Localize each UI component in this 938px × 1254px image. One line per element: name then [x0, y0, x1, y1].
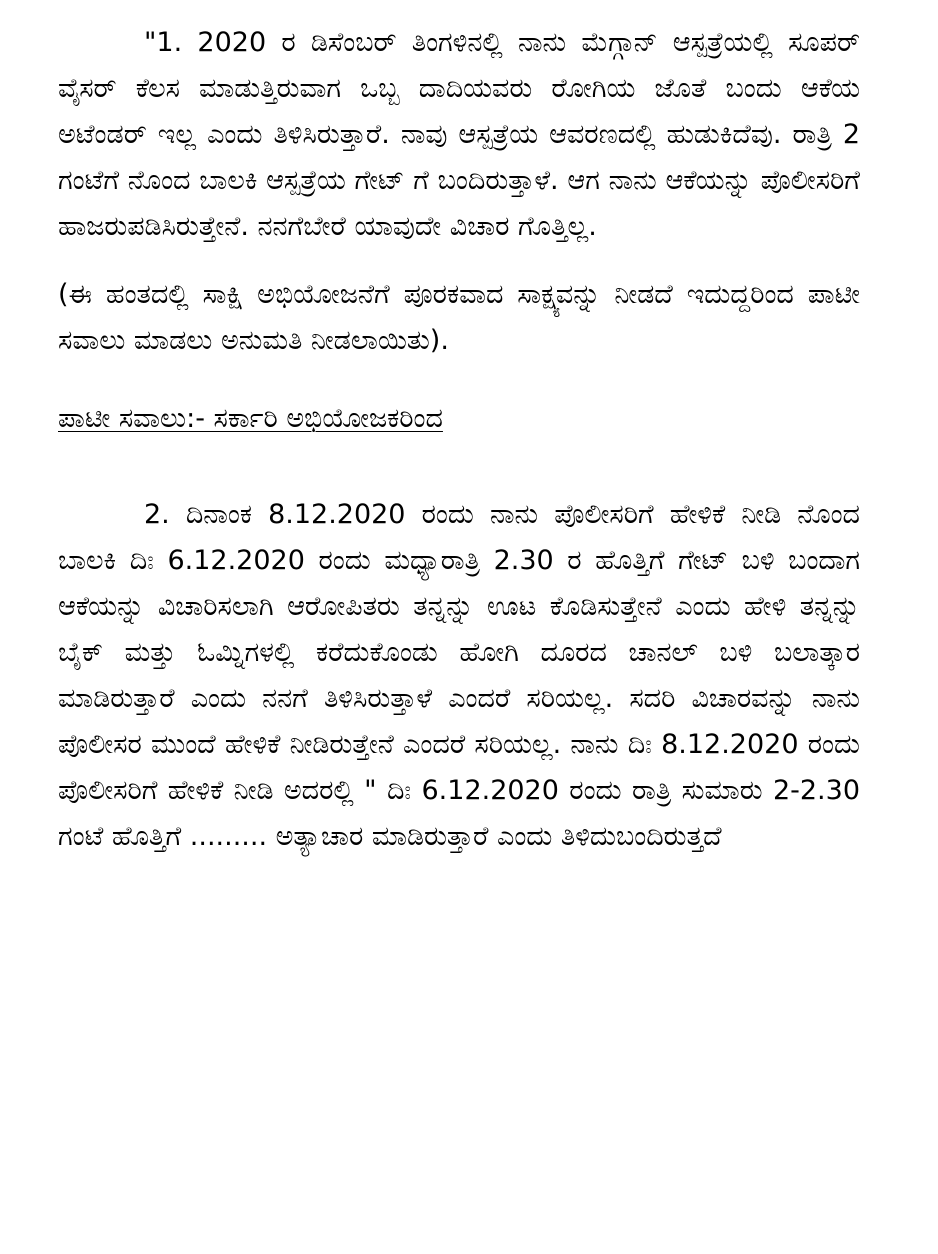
paragraph-1: "1. 2020 ರ ಡಿಸೆಂಬರ್ ತಿಂಗಳಿನಲ್ಲಿ ನಾನು ಮೆಗ್ಗಾನ್ ಆಸ್ಪತ್ರೆಯಲ್ಲಿ ಸೂಪರ್ ವೈಸರ್ ಕೆಲಸ ಮಾಡುತ್ತಿರುವಾಗ ಒಬ್ಬ ದಾದಿಯವರು ರೋಗಿಯ ಜೊತೆ ಬಂದು ಆಕೆಯ ಅಟೆಂಡರ್ ಇಲ್ಲ ಎಂದು ತಿಳಿಸಿರುತ್ತಾರೆ. ನಾವು ಆಸ್ಪತ್ರೆಯ ಆವರಣದಲ್ಲಿ ಹುಡುಕಿದೆವು. ರಾತ್ರಿ 2 ಗಂಟೆಗೆ ನೊಂದ ಬಾಲಕಿ ಆಸ್ಪತ್ರೆಯ ಗೇಟ್ ಗೆ ಬಂದಿರುತ್ತಾಳೆ. ಆಗ ನಾನು ಆಕೆಯನ್ನು ಪೊಲೀಸರಿಗೆ ಹಾಜರುಪಡಿಸಿರುತ್ತೇನೆ. ನನಗೆಬೇರೆ ಯಾವುದೇ ವಿಚಾರ ಗೊತ್ತಿಲ್ಲ.	[58, 27, 860, 242]
paragraph-3: 2. ದಿನಾಂಕ 8.12.2020 ರಂದು ನಾನು ಪೊಲೀಸರಿಗೆ ಹೇಳಿಕೆ ನೀಡಿ ನೊಂದ ಬಾಲಕಿ ದಿಃ 6.12.2020 ರಂದು ಮಧ್ಯಾರಾತ್ರಿ 2.30 ರ ಹೊತ್ತಿಗೆ ಗೇಟ್ ಬಳಿ ಬಂದಾಗ ಆಕೆಯನ್ನು ವಿಚಾರಿಸಲಾಗಿ ಆರೋಪಿತರು ತನ್ನನ್ನು ಊಟ ಕೊಡಿಸುತ್ತೇನೆ ಎಂದು ಹೇಳಿ ತನ್ನನ್ನು ಬೈಕ್ ಮತ್ತು ಓಮ್ನಿಗಳಲ್ಲಿ ಕರೆದುಕೊಂಡು ಹೋಗಿ ದೂರದ ಚಾನಲ್ ಬಳಿ ಬಲಾತ್ಕಾರ ಮಾಡಿರುತ್ತಾರೆ ಎಂದು ನನಗೆ ತಿಳಿಸಿರುತ್ತಾಳೆ ಎಂದರೆ ಸರಿಯಲ್ಲ. ಸದರಿ ವಿಚಾರವನ್ನು ನಾನು ಪೊಲೀಸರ ಮುಂದೆ ಹೇಳಿಕೆ ನೀಡಿರುತ್ತೇನೆ ಎಂದರೆ ಸರಿಯಲ್ಲ. ನಾನು ದಿಃ 8.12.2020 ರಂದು ಪೊಲೀಸರಿಗೆ ಹೇಳಿಕೆ ನೀಡಿ ಅದರಲ್ಲಿ " ದಿಃ 6.12.2020 ರಂದು ರಾತ್ರಿ ಸುಮಾರು 2-2.30 ಗಂಟೆ ಹೊತ್ತಿಗೆ ......... ಅತ್ಯಾಚಾರ ಮಾಡಿರುತ್ತಾರೆ ಎಂದು ತಿಳಿದುಬಂದಿರುತ್ತದೆ	[58, 499, 860, 852]
paragraph-2: (ಈ ಹಂತದಲ್ಲಿ ಸಾಕ್ಷಿ ಅಭಿಯೋಜನೆಗೆ ಪೂರಕವಾದ ಸಾಕ್ಷ್ಯವನ್ನು ನೀಡದೆ ಇದುದ್ದರಿಂದ ಪಾಟೀ ಸವಾಲು ಮಾಡಲು ಅನುಮತಿ ನೀಡಲಾಯಿತು).	[58, 279, 860, 356]
section-heading: ಪಾಟೀ ಸವಾಲು:- ಸರ್ಕಾರಿ ಅಭಿಯೋಜಕರಿಂದ	[58, 403, 443, 434]
document-page	[58, 20, 860, 860]
